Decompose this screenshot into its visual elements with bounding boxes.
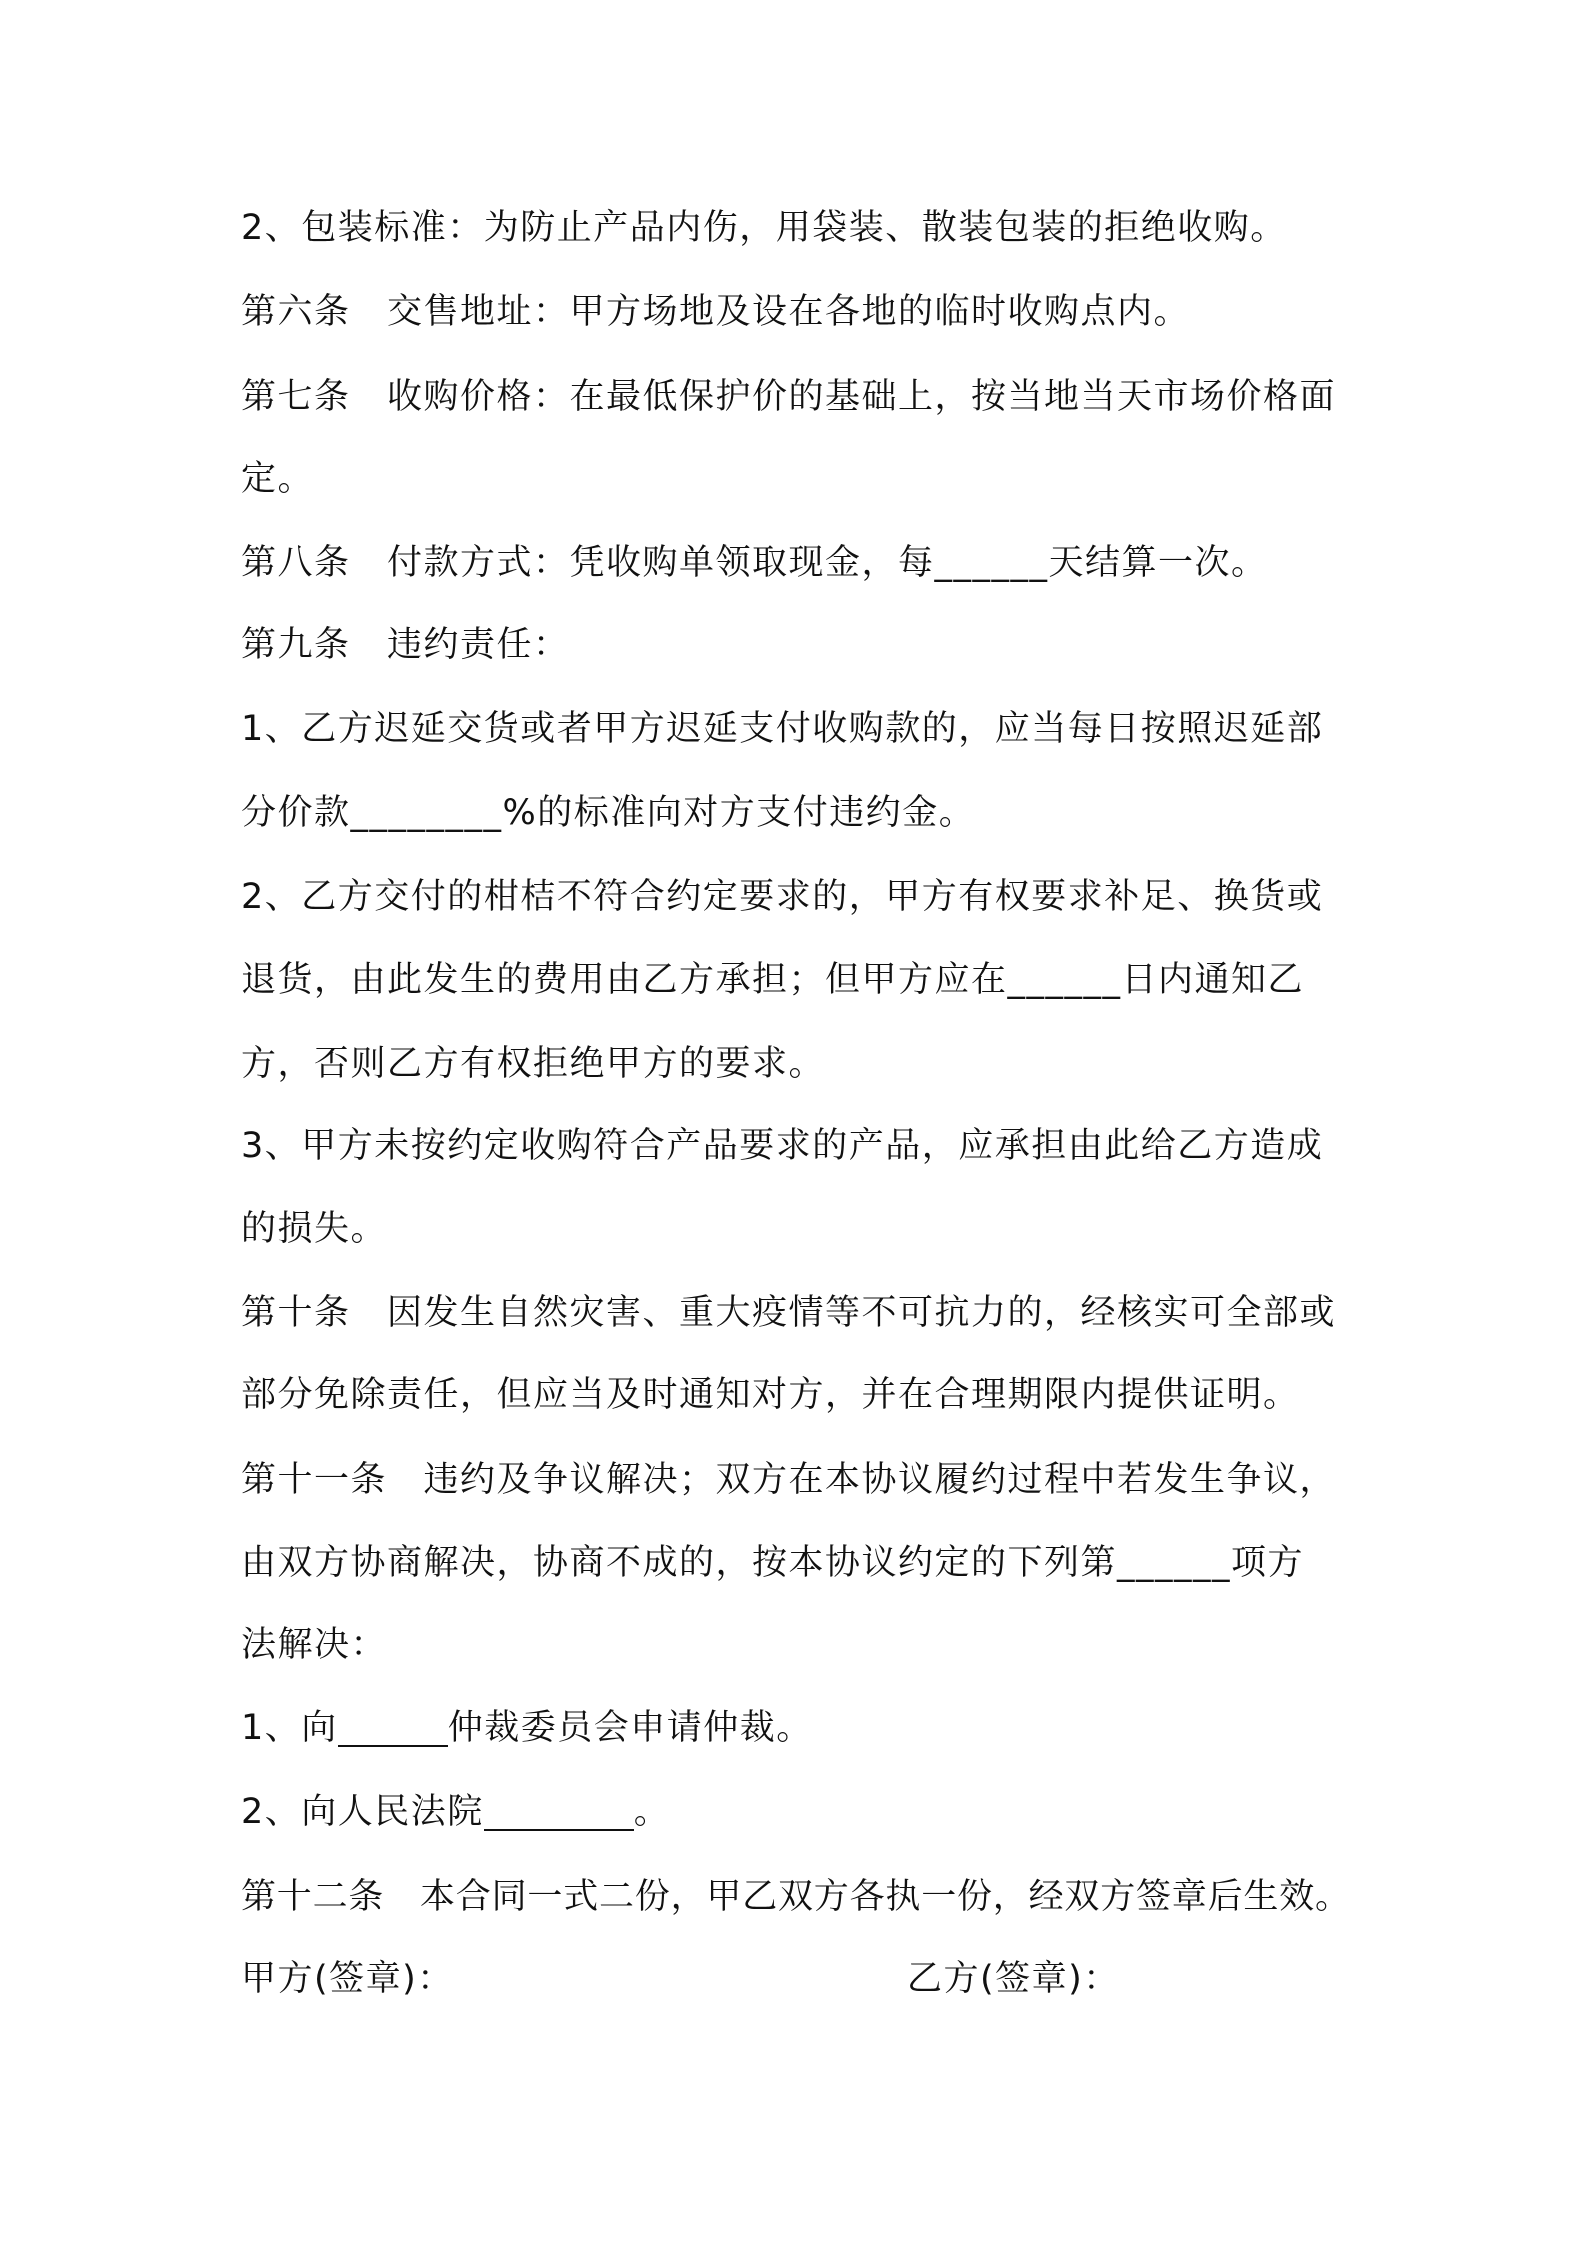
liability-item-1-continuation: 分价款________%的标准向对方支付违约金。 — [241, 793, 976, 833]
court-suffix: 。 — [633, 1792, 671, 1832]
article-12-copies: 第十二条 本合同一式二份，甲乙双方各执一份，经双方签章后生效。 — [241, 1877, 1351, 1917]
article-10-force-majeure: 第十条 因发生自然灾害、重大疫情等不可抗力的，经核实可全部或 — [241, 1293, 1337, 1333]
arbitration-option — [241, 1704, 813, 1752]
arbitration-blank — [338, 1707, 448, 1747]
article-7-purchase-price: 第七条 收购价格：在最低保护价的基础上，按当地当天市场价格面 — [241, 377, 1337, 417]
article-7-continuation: 定。 — [241, 459, 315, 499]
article-10-continuation: 部分免除责任，但应当及时通知对方，并在合理期限内提供证明。 — [241, 1375, 1300, 1415]
party-a-signature: 甲方(签章)： — [241, 1959, 454, 1999]
court-blank — [484, 1791, 634, 1831]
packaging-standard-line: 2、包装标准：为防止产品内伤，用袋装、散装包装的拒绝收购。 — [241, 208, 1287, 248]
liability-item-2-continuation: 退货，由此发生的费用由乙方承担；但甲方应在______日内通知乙 — [241, 960, 1305, 1000]
liability-item-2: 2、乙方交付的柑桔不符合约定要求的，甲方有权要求补足、换货或 — [241, 877, 1324, 917]
liability-item-2-end: 方，否则乙方有权拒绝甲方的要求。 — [241, 1044, 826, 1084]
article-9-liability-heading: 第九条 违约责任： — [241, 625, 570, 665]
liability-item-3-continuation: 的损失。 — [241, 1209, 388, 1249]
article-11-dispute-resolution: 第十一条 违约及争议解决；双方在本协议履约过程中若发生争议， — [241, 1460, 1337, 1500]
liability-item-3: 3、甲方未按约定收购符合产品要求的产品，应承担由此给乙方造成 — [241, 1126, 1324, 1166]
arbitration-suffix: 仲裁委员会申请仲裁。 — [447, 1708, 813, 1748]
article-8-payment-method: 第八条 付款方式：凭收购单领取现金，每______天结算一次。 — [241, 543, 1268, 583]
court-prefix: 2、向人民法院 — [241, 1792, 484, 1832]
liability-item-1: 1、乙方迟延交货或者甲方迟延支付收购款的，应当每日按照迟延部 — [241, 709, 1324, 749]
court-option — [241, 1788, 670, 1836]
article-11-continuation: 由双方协商解决，协商不成的，按本协议约定的下列第______项方 — [241, 1543, 1305, 1583]
article-11-end: 法解决： — [241, 1625, 388, 1665]
arbitration-prefix: 1、向 — [241, 1708, 338, 1748]
article-6-delivery-location: 第六条 交售地址：甲方场地及设在各地的临时收购点内。 — [241, 292, 1191, 332]
party-b-signature: 乙方(签章)： — [907, 1959, 1120, 1999]
